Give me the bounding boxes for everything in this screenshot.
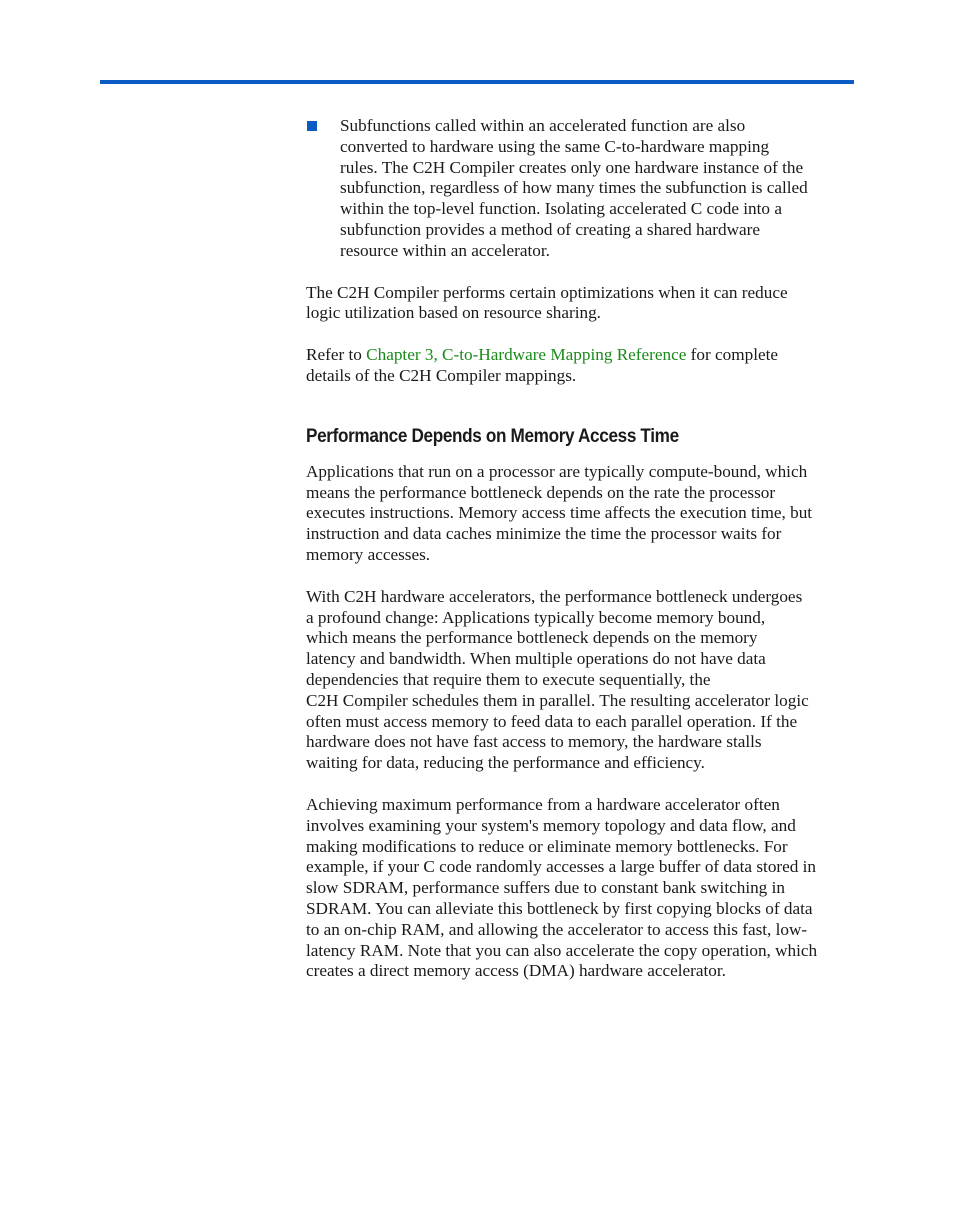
paragraph-refer — [306, 345, 854, 387]
section-heading: Performance Depends on Memory Access Time — [306, 424, 679, 447]
chapter-3-link[interactable]: Chapter 3, C-to-Hardware Mapping Reference — [366, 345, 687, 365]
bullet-text: Subfunctions called within an accelerated function are also converted to hardware using the same C-to-hardware mapping rules. The C2H Compiler creates only one hardware instance of the subfunction, regardless of how many times the subfunction is called within the top-level function. Isolating accelerated C code into a subfunction provides a method of creating a shared hardware resource within an accelerator. — [340, 116, 808, 260]
paragraph-memory-bound: With C2H hardware accelerators, the performance bottleneck undergoes a profound change: Applications typically become memory bound, which means the performance bottleneck depends on the memory latency and bandwidth. When multiple operations do not have data dependencies that require them to execute sequentially, the C2H Compiler schedules them in parallel. The resulting accelerator logic often must access memory to feed data to each parallel operation. If the hardware does not have fast access to memory, the hardware stalls waiting for data, reducing the performance and efficiency. — [306, 586, 809, 773]
paragraph-maximum-performance: Achieving maximum performance from a hardware accelerator often involves examining your system's memory topology and data flow, and making modifications to reduce or eliminate memory bottlenecks. For example, if your C code randomly accesses a large buffer of data stored in slow SDRAM, performance suffers due to constant bank switching in SDRAM. You can alleviate this bottleneck by first copying blocks of data to an on-chip RAM, and allowing the accelerator to access this fast, low- latency RAM. Note that you can also accelerate the copy operation, which creates a direct memory access (DMA) hardware accelerator. — [306, 794, 818, 981]
square-bullet-icon — [307, 121, 317, 131]
page-content — [306, 116, 854, 1003]
refer-prefix: Refer to — [306, 345, 367, 365]
paragraph-optimizations: The C2H Compiler performs certain optimizations when it can reduce logic utilization based on resource sharing. — [306, 282, 788, 323]
paragraph-compute-bound: Applications that run on a processor are typically compute-bound, which means the performance bottleneck depends on the rate the processor executes instructions. Memory access time affects the execution time, but instruction and data caches minimize the time the processor waits for memory accesses. — [306, 461, 813, 564]
header-rule — [100, 80, 854, 84]
bullet-item — [306, 116, 854, 262]
refer-suffix: for complete details of the C2H Compiler mappings. — [306, 345, 779, 385]
